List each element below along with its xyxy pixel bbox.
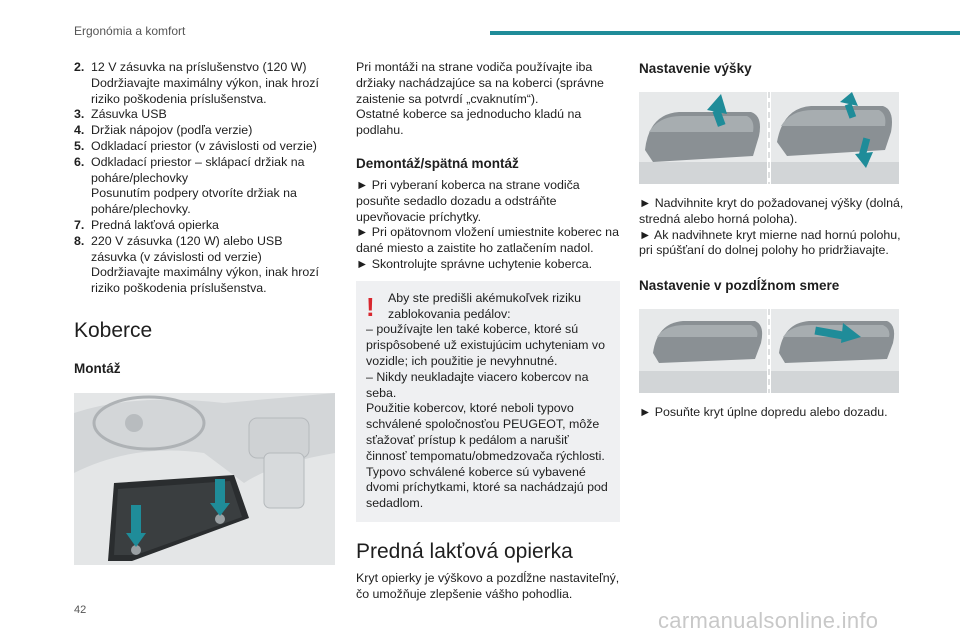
item-text: Držiak nápojov (podľa verzie)	[91, 123, 253, 138]
item-text: 12 V zásuvka na príslušenstvo (120 W) Dodržiavajte maximálny výkon, inak hrozí riziko poškodenia príslušenstva.	[91, 60, 319, 106]
component-list-item	[74, 123, 342, 139]
column-left	[74, 60, 342, 565]
component-list-item	[74, 234, 342, 297]
component-list-item	[74, 107, 342, 123]
item-text: Predná lakťová opierka	[91, 217, 219, 232]
item-number: 4.	[74, 123, 85, 138]
item-number: 8.	[74, 233, 85, 248]
item-number: 3.	[74, 107, 85, 122]
bullet-item: ► Pri vyberaní koberca na strane vodiča posuňte sedadlo dozadu a odstráňte upevňovacie príchytky.	[356, 177, 580, 224]
item-number: 7.	[74, 217, 85, 232]
bullet-item: ► Posuňte kryt úplne dopredu alebo dozadu.	[639, 405, 888, 420]
column-middle	[356, 60, 620, 603]
warning-box	[356, 281, 620, 522]
item-number: 6.	[74, 154, 85, 169]
armrest-length-illustration	[639, 309, 899, 393]
component-list-item	[74, 155, 342, 218]
armrest-height-drawing	[639, 92, 899, 184]
item-number: 5.	[74, 138, 85, 153]
bullet-item: ► Ak nadvihnete kryt mierne nad hornú polohu, pri spúšťaní do dolnej polohy ho pridržiavajte.	[639, 227, 901, 258]
subsection-title-demontaz: Demontáž/spätná montáž	[356, 155, 519, 171]
warning-body: – používajte len také koberce, ktoré sú prispôsobené už existujúcim uchyteniam vo vozidle; ich použitie je nevyhnutné. – Nikdy neukladajte viacero kobercov na seba. Použitie kobercov, ktoré neboli typovo schválené spoločnosťou PEUGEOT, môže sťažovať prístup k pedálom a narušiť činnosť tempomatu/obmedzovača rýchlosti. Typovo schválené koberce sú vybavené dvomi príchytkami, ktoré sa nachádzajú pod sedadlom.	[366, 322, 608, 511]
length-bullets	[639, 405, 905, 421]
armrest-description: Kryt opierky je výškovo a pozdĺžne nastaviteľný, čo umožňuje zlepšenie vášho pohodlia.	[356, 570, 620, 601]
header-accent-bar	[490, 31, 960, 35]
mounting-intro: Pri montáži na strane vodiča používajte iba držiaky nachádzajúce sa na koberci (správne zaistenie sa potvrdí „cvaknutím“). Ostatné koberce sa jednoducho kladú na podlahu.	[356, 60, 604, 138]
page-number: 42	[74, 604, 87, 616]
subsection-title-montaz: Montáž	[74, 360, 121, 376]
floor-mat-illustration	[74, 393, 335, 565]
subsection-title-height: Nastavenie výšky	[639, 61, 752, 76]
item-text: 220 V zásuvka (120 W) alebo USB zásuvka (v závislosti od verzie) Dodržiavajte maximálny výkon, inak hrozí riziko poškodenia príslušenstva.	[91, 233, 319, 296]
warning-exclamation-icon: !	[366, 291, 375, 322]
component-list-item	[74, 218, 342, 234]
bullet-item: ► Pri opätovnom vložení umiestnite koberec na dané miesto a zaistite ho zatlačením nadol.	[356, 225, 619, 256]
armrest-height-illustration	[639, 92, 899, 184]
bullet-item: ► Nadvihnite kryt do požadovanej výšky (dolná, stredná alebo horná poloha).	[639, 196, 904, 226]
item-text: Odkladací priestor – sklápací držiak na poháre/plechovky Posunutím podpery otvoríte držiak na poháre/plechovky.	[91, 154, 305, 217]
item-text: Zásuvka USB	[91, 107, 167, 122]
section-title-koberce: Koberce	[74, 318, 153, 342]
header-title: Ergonómia a komfort	[74, 24, 186, 38]
column-right	[639, 60, 905, 421]
subsection-title-length: Nastavenie v pozdĺžnom smere	[639, 278, 840, 294]
section-title-armrest: Predná lakťová opierka	[356, 539, 573, 563]
watermark: carmanualsonline.info	[658, 608, 879, 633]
floor-mat-drawing	[74, 393, 335, 565]
item-text: Odkladací priestor (v závislosti od verzie)	[91, 138, 317, 153]
warning-intro: Aby ste predišli akémukoľvek riziku zablokovania pedálov:	[388, 290, 581, 321]
component-list-item	[74, 60, 342, 107]
item-number: 2.	[74, 60, 85, 74]
armrest-length-drawing	[639, 309, 899, 393]
removal-bullets	[356, 178, 620, 273]
component-list	[74, 60, 342, 297]
height-bullets	[639, 196, 905, 259]
bullet-item: ► Skontrolujte správne uchytenie koberca.	[356, 256, 593, 271]
component-list-item	[74, 139, 342, 155]
